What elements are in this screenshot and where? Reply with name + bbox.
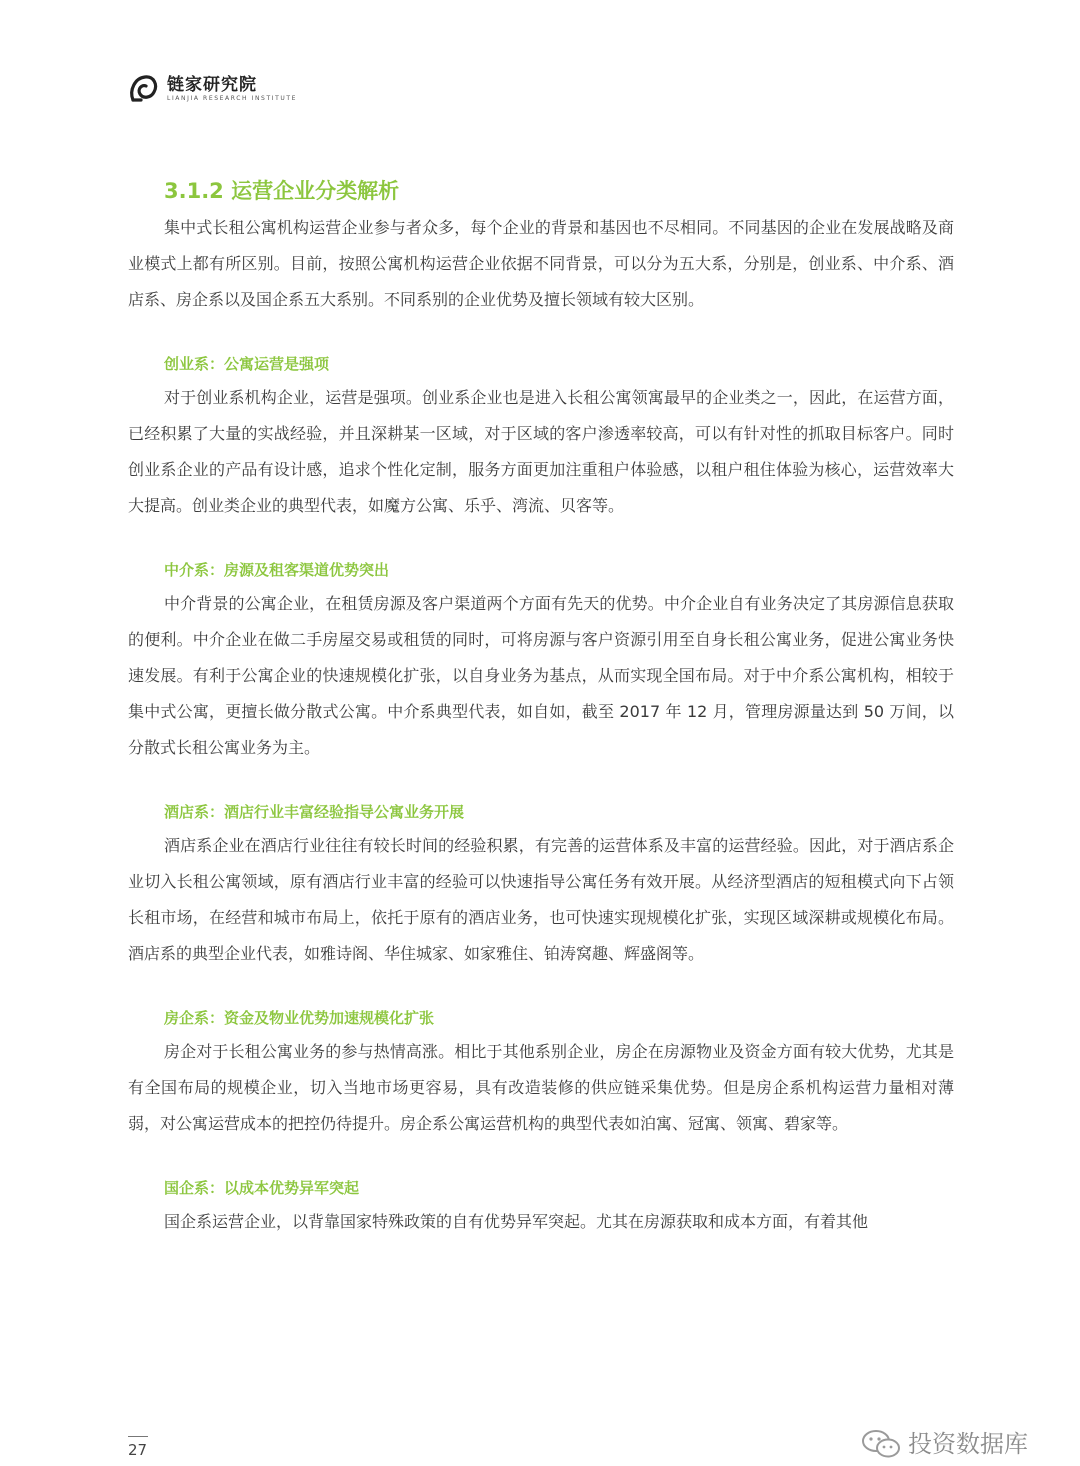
section-intro: 集中式长租公寓机构运营企业参与者众多，每个企业的背景和基因也不尽相同。不同基因的企业在发展战略及商业模式上都有所区别。目前，按照公寓机构运营企业依据不同背景，可以分为五大系，分别是，创业系、中介系、酒店系、房企系以及国企系五大系别。不同系别的企业优势及擅长领域有较大区别。 (128, 218, 954, 309)
category-block-startup (128, 352, 954, 524)
page-number: 27 (128, 1441, 148, 1459)
category-text: 房企对于长租公寓业务的参与热情高涨。相比于其他系别企业，房企在房源物业及资金方面有较大优势，尤其是有全国布局的规模企业，切入当地市场更容易，具有改造装修的供应链采集优势。但是房企系机构运营力量相对薄弱，对公寓运营成本的把控仍待提升。房企系公寓运营机构的典型代表如泊寓、冠寓、领寓、碧家等。 (128, 1042, 954, 1133)
category-text: 中介背景的公寓企业，在租赁房源及客户渠道两个方面有先天的优势。中介企业自有业务决定了其房源信息获取的便利。中介企业在做二手房屋交易或租赁的同时，可将房源与客户资源引用至自身长租公寓业务，促进公寓业务快速发展。有利于公寓企业的快速规模化扩张，以自身业务为基点，从而实现全国布局。对于中介系公寓机构，相较于集中式公寓，更擅长做分散式公寓。中介系典型代表，如自如，截至 2017 年 12 月，管理房源量达到 50 万间，以分散式长租公寓业务为主。 (128, 594, 954, 757)
category-block-hotel (128, 800, 954, 972)
category-text: 国企系运营企业，以背靠国家特殊政策的自有优势异军突起。尤其在房源获取和成本方面，有着其他 (164, 1212, 869, 1231)
category-block-state-owned (128, 1176, 954, 1240)
section-title: 3.1.2 运营企业分类解析 (164, 179, 400, 203)
footer-divider (128, 1436, 148, 1437)
category-text: 酒店系企业在酒店行业往往有较长时间的经验积累，有完善的运营体系及丰富的运营经验。因此，对于酒店系企业切入长租公寓领域，原有酒店行业丰富的经验可以快速指导公寓任务有效开展。从经济型酒店的短租模式向下占领长租市场，在经营和城市布局上，依托于原有的酒店业务，也可快速实现规模化扩张，实现区域深耕或规模化布局。酒店系的典型企业代表，如雅诗阁、华住城家、如家雅住、铂涛窝趣、辉盛阁等。 (128, 836, 954, 963)
brand-logo (127, 70, 297, 108)
wechat-icon (860, 1428, 902, 1460)
category-block-agency (128, 558, 954, 766)
watermark (860, 1428, 1028, 1460)
category-heading: 房企系：资金及物业优势加速规模化扩张 (164, 1009, 435, 1027)
watermark-text: 投资数据库 (908, 1430, 1028, 1458)
brand-subtitle: LIANJIA RESEARCH INSTITUTE (167, 95, 298, 102)
category-heading: 中介系：房源及租客渠道优势突出 (164, 561, 390, 579)
category-heading: 国企系：以成本优势异军突起 (164, 1179, 360, 1197)
category-heading: 创业系：公寓运营是强项 (164, 355, 330, 373)
category-block-developer (128, 1006, 954, 1142)
lianjia-logo-icon (127, 72, 161, 106)
category-text: 对于创业系机构企业，运营是强项。创业系企业也是进入长租公寓领寓最早的企业类之一，因此，在运营方面，已经积累了大量的实战经验，并且深耕某一区域，对于区域的客户渗透率较高，可以有针对性的抓取目标客户。同时创业系企业的产品有设计感，追求个性化定制，服务方面更加注重租户体验感，以租户租住体验为核心，运营效率大大提高。创业类企业的典型代表，如魔方公寓、乐乎、湾流、贝客等。 (128, 388, 954, 515)
article-content (128, 176, 954, 1240)
category-heading: 酒店系：酒店行业丰富经验指导公寓业务开展 (164, 803, 465, 821)
brand-name: 链家研究院 (167, 75, 257, 95)
